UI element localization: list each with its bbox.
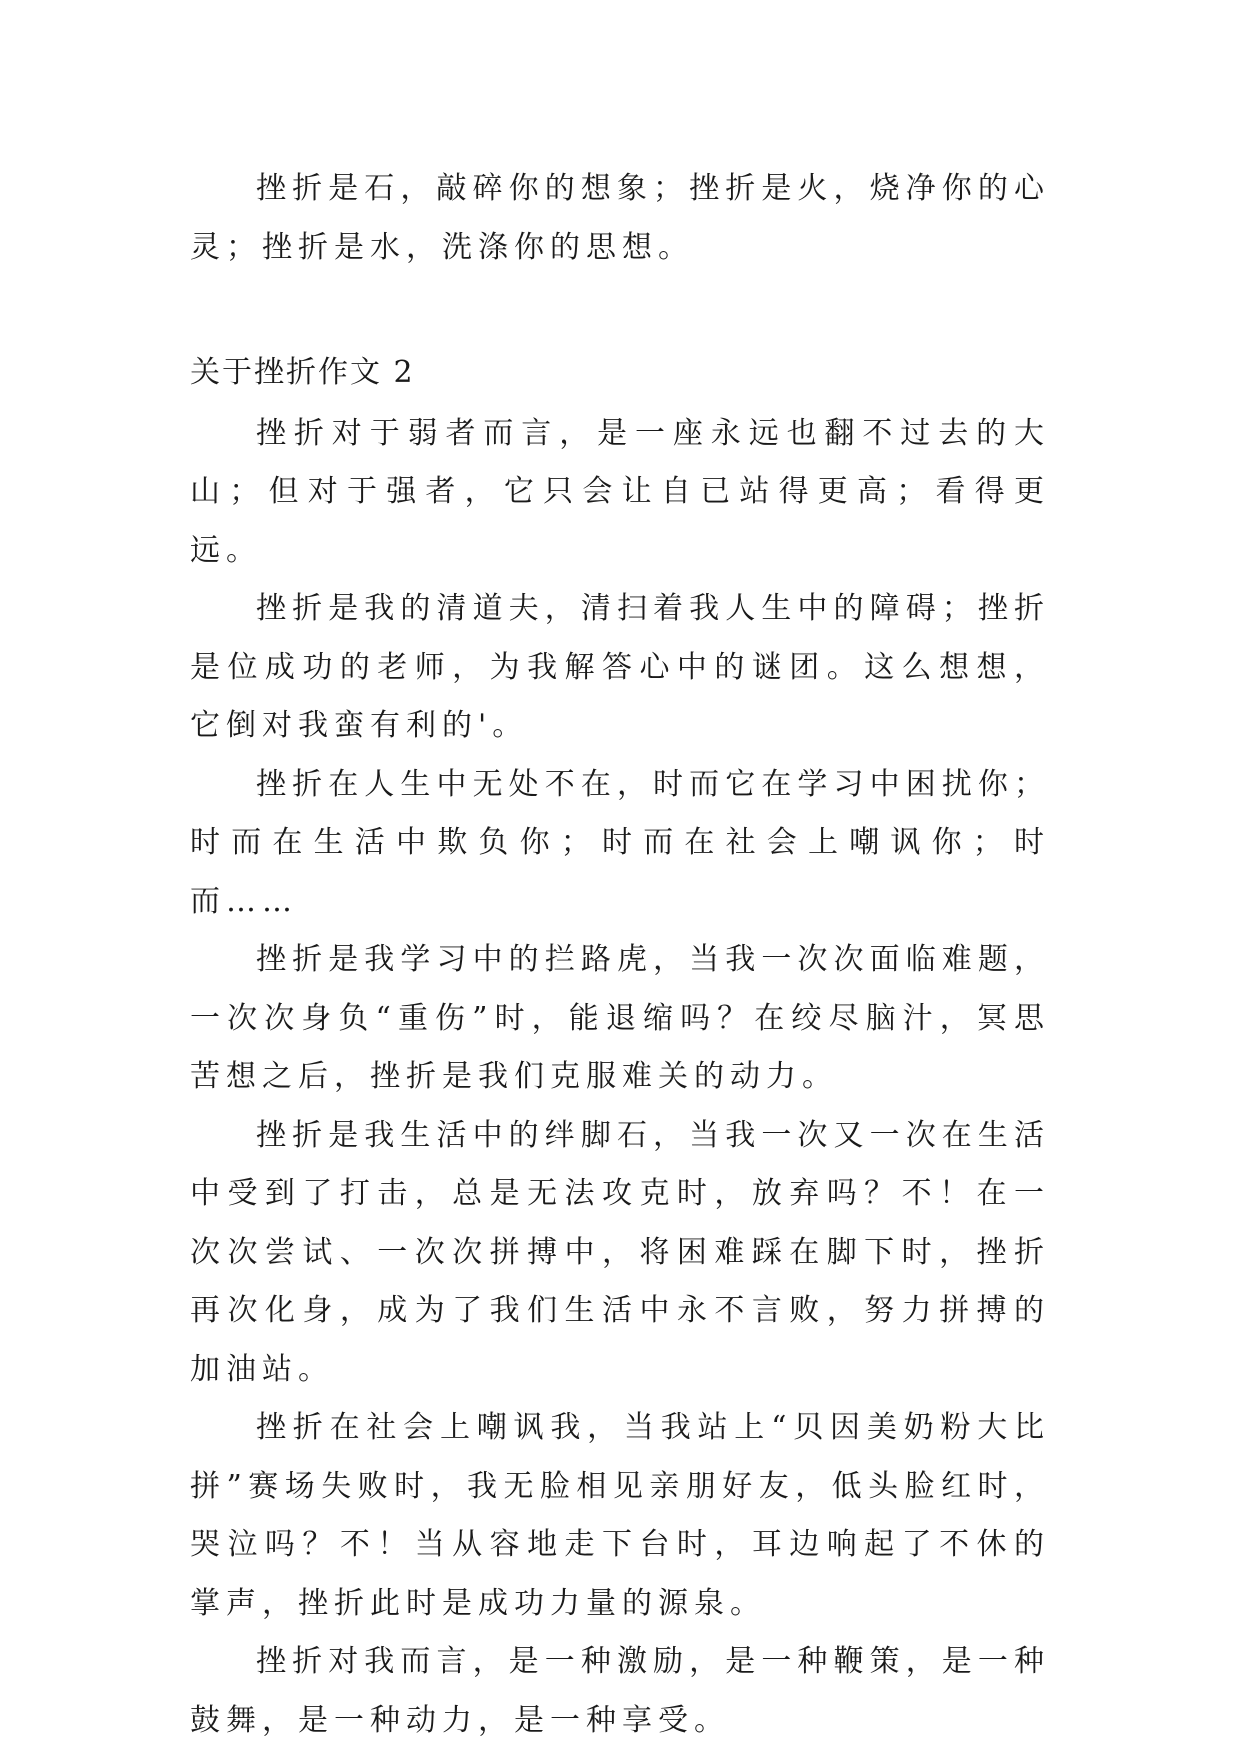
body-paragraph: 挫折对我而言，是一种激励，是一种鞭策，是一种鼓舞，是一种动力，是一种享受。 [190,1644,1050,1738]
body-paragraph: 挫折在社会上嘲讽我，当我站上“贝因美奶粉大比拼”赛场失败时，我无脸相见亲朋好友，低头脸红时，哭泣吗？不！当从容地走下台时，耳边响起了不休的掌声，挫折此时是成功力量的源泉。 [190,1410,1050,1621]
body-paragraph: 挫折是我学习中的拦路虎，当我一次次面临难题，一次次身负“重伤”时，能退缩吗？在绞尽脑汁，冥思苦想之后，挫折是我们克服难关的动力。 [190,942,1050,1094]
body-paragraph: 挫折是我的清道夫，清扫着我人生中的障碍；挫折是位成功的老师，为我解答心中的谜团。这么想想，它倒对我蛮有利的'。 [190,591,1050,743]
intro-paragraph: 挫折是石，敲碎你的想象；挫折是火，烧净你的心灵；挫折是水，洗涤你的思想。 [190,171,1050,265]
body-paragraph: 挫折在人生中无处不在，时而它在学习中困扰你；时而在生活中欺负你；时而在社会上嘲讽你；时而…… [190,766,1050,919]
section-title: 关于挫折作文 2 [190,355,415,390]
body-paragraph: 挫折对于弱者而言，是一座永远也翻不过去的大山；但对于强者，它只会让自已站得更高；看得更远。 [190,415,1050,568]
body-paragraph: 挫折是我生活中的绊脚石，当我一次又一次在生活中受到了打击，总是无法攻克时，放弃吗？不！在一次次尝试、一次次拼搏中，将困难踩在脚下时，挫折再次化身，成为了我们生活中永不言败，努力拼搏的加油站。 [190,1117,1050,1387]
document-page [190,160,1050,1750]
